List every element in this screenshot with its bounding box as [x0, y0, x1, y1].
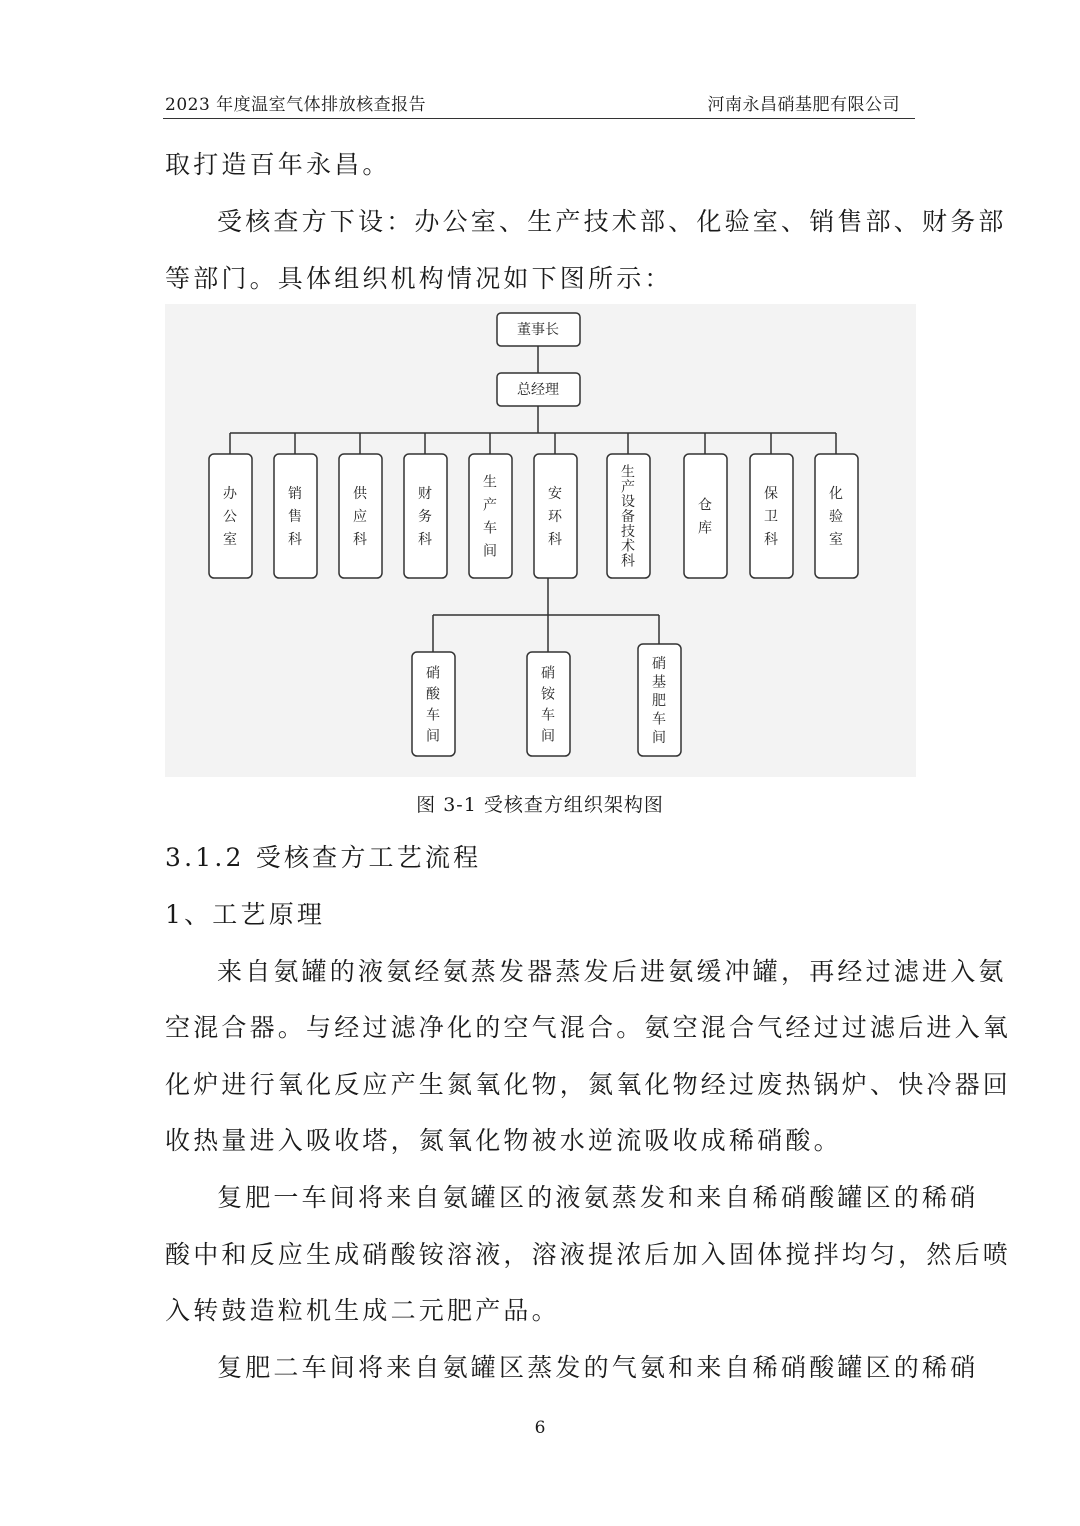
label-sub-2: 硝	[652, 656, 666, 673]
label-dept-9: 验	[829, 509, 843, 525]
label-sub-0: 酸	[426, 686, 440, 703]
label-dept-7: 仓	[698, 497, 712, 514]
label-dept-9: 室	[829, 532, 843, 548]
label-dept-5: 科	[548, 532, 562, 548]
label-sub-2: 车	[652, 711, 666, 728]
label-dept-6: 术	[621, 538, 635, 555]
label-sub-0: 硝	[426, 665, 440, 682]
label-dept-6: 技	[621, 523, 635, 540]
box-dept-7	[684, 454, 727, 578]
label-sub-2: 基	[652, 674, 666, 691]
paragraph-line: 等部门。具体组织机构情况如下图所示：	[165, 264, 673, 293]
label-dept-3: 科	[418, 532, 432, 548]
label-dept-6: 产	[621, 479, 635, 496]
paragraph-line: 复肥一车间将来自氨罐区的液氨蒸发和来自稀硝酸罐区的稀硝	[217, 1183, 979, 1212]
label-dept-4: 车	[483, 520, 497, 537]
sub-heading: 1、工艺原理	[165, 900, 326, 929]
label-dept-3: 财	[418, 486, 432, 502]
header-title: 2023 年度温室气体排放核查报告	[165, 95, 427, 115]
label-dept-2: 供	[353, 486, 367, 502]
label-dept-9: 化	[829, 486, 843, 502]
label-dept-4: 间	[483, 543, 497, 560]
label-sub-1: 间	[541, 728, 555, 745]
label-sub-2: 间	[652, 729, 666, 746]
label-sub-0: 间	[426, 728, 440, 745]
label-dept-3: 务	[418, 509, 432, 525]
label-dept-5: 环	[548, 509, 562, 525]
label-dept-8: 科	[764, 532, 778, 548]
label-dept-7: 库	[698, 520, 712, 537]
header-rule	[163, 118, 915, 119]
label-general-manager: 总经理	[517, 382, 559, 398]
label-dept-0: 公	[223, 509, 237, 525]
label-dept-1: 销	[288, 486, 302, 502]
header-company: 河南永昌硝基肥有限公司	[707, 95, 900, 115]
page-number: 6	[534, 1418, 546, 1438]
paragraph-line: 化炉进行氧化反应产生氮氧化物，氮氧化物经过废热锅炉、快冷器回	[165, 1070, 1012, 1099]
label-dept-2: 应	[353, 509, 367, 525]
label-dept-8: 保	[764, 486, 778, 502]
org-chart	[165, 304, 916, 777]
label-dept-1: 科	[288, 532, 302, 548]
label-dept-1: 售	[288, 509, 302, 525]
label-sub-1: 铵	[541, 686, 555, 703]
paragraph-line: 受核查方下设：办公室、生产技术部、化验室、销售部、财务部	[217, 207, 1007, 236]
paragraph-line: 来自氨罐的液氨经氨蒸发器蒸发后进氨缓冲罐，再经过滤进入氨	[217, 957, 1007, 986]
org-chart-svg	[165, 304, 916, 777]
paragraph-line: 收热量进入吸收塔，氮氧化物被水逆流吸收成稀硝酸。	[165, 1126, 842, 1155]
paragraph-line: 取打造百年永昌。	[165, 150, 391, 179]
label-sub-0: 车	[426, 707, 440, 724]
label-dept-4: 生	[483, 474, 497, 491]
label-dept-0: 室	[223, 532, 237, 548]
label-dept-6: 设	[621, 494, 635, 511]
label-dept-5: 安	[548, 486, 562, 502]
label-sub-2: 肥	[652, 693, 666, 709]
label-dept-4: 产	[483, 497, 497, 514]
label-dept-2: 科	[353, 532, 367, 548]
label-dept-6: 生	[621, 464, 635, 481]
label-chairman: 董事长	[517, 322, 559, 338]
paragraph-line: 空混合器。与经过滤净化的空气混合。氨空混合气经过过滤后进入氧	[165, 1013, 1012, 1042]
label-dept-6: 科	[621, 553, 635, 570]
paragraph-line: 复肥二车间将来自氨罐区蒸发的气氨和来自稀硝酸罐区的稀硝	[217, 1353, 979, 1382]
section-heading: 3.1.2 受核查方工艺流程	[165, 843, 482, 872]
paragraph-line: 酸中和反应生成硝酸铵溶液，溶液提浓后加入固体搅拌均匀，然后喷	[165, 1240, 1012, 1269]
label-dept-8: 卫	[764, 509, 778, 525]
paragraph-line: 入转鼓造粒机生成二元肥产品。	[165, 1296, 560, 1325]
label-dept-6: 备	[621, 509, 635, 525]
label-sub-1: 车	[541, 707, 555, 724]
label-sub-1: 硝	[541, 665, 555, 682]
label-dept-0: 办	[223, 486, 237, 502]
figure-caption: 图 3-1 受核查方组织架构图	[416, 794, 664, 816]
